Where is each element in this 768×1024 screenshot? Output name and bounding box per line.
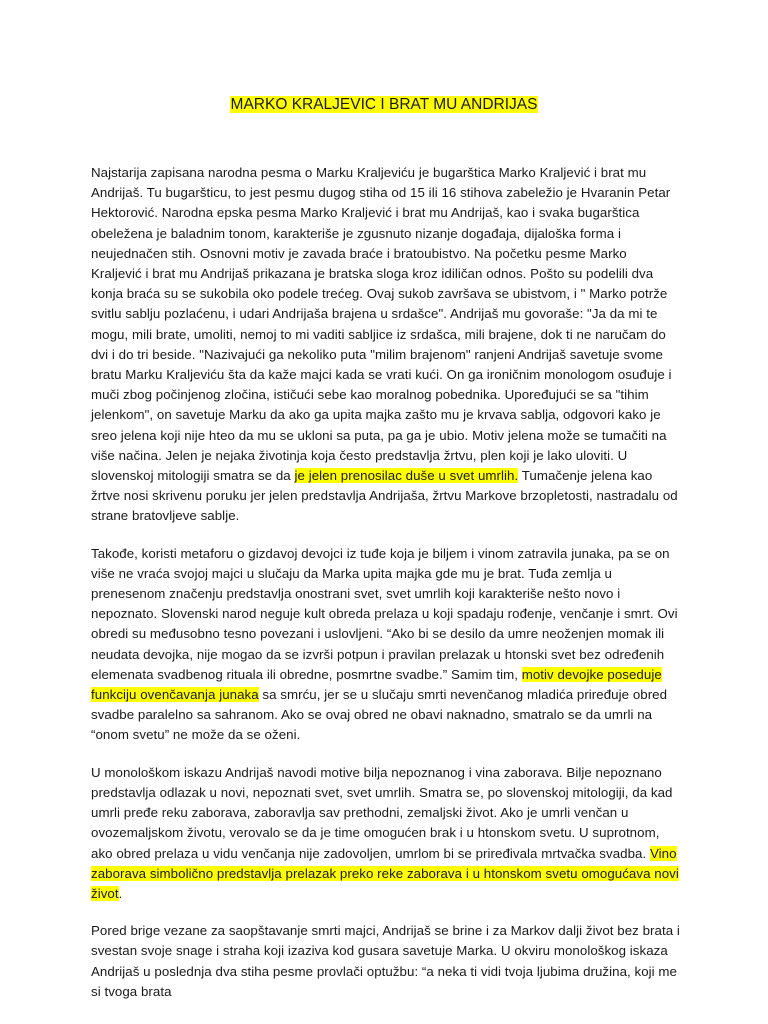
text-run: .	[118, 885, 123, 901]
paragraph-4	[91, 921, 681, 1002]
highlighted-text: je jelen prenosilac duše u svet umrlih.	[294, 468, 519, 484]
paragraph-2	[91, 544, 681, 746]
paragraph-3	[91, 763, 681, 904]
paragraph-1	[91, 163, 681, 527]
text-run: Takođe, koristi metaforu o gizdavoj devojci iz tuđe koja je biljem i vinom zatravila junaka, pa se on više ne vraća svojoj majci u slučaju da Marka upita majka gde mu je brat. Tuđa zemlja u prenesenom značenju predstavlja onostrani svet, svet umrlih koji karakteriše nešto novo i nepoznato. Slovenski narod neguje kult obreda prelaza u koji spadaju rođenje, venčanje i smrt. Ovi obredi su međusobno tesno povezani i uslovljeni. “Ako bi se desilo da umre neoženjen momak ili neudata devojka, nije mogao da se izvrši potpun i pravilan prelazak u htonski svet bez određenih elemenata svadbenog rituala ili obredne, posmrtne svadbe.” Samim tim,	[91, 545, 678, 682]
text-run: Pored brige vezane za saopštavanje smrti majci, Andrijaš se brine i za Markov dalji život bez brata i svestan svoje snage i straha koji izaziva kod gusara savetuje Marka. U okviru monološkog iskaza Andrijaš u poslednja dva stiha pesme provlači optužbu: “a neka ti vidi tvoja ljubima družina, koji me si tvoga brata	[91, 923, 680, 999]
document-body	[91, 163, 681, 1019]
text-run: Tumačenje jelena kao žrtve nosi skrivenu poruku jer jelen predstavlja Andrijaša, žrtvu Markove brzopletosti, nastradalu od strane bratovljeve sablje.	[91, 468, 678, 524]
title-row	[0, 94, 768, 116]
highlighted-text: Vino zaborava simbolično predstavlja prelazak preko reke zaborava i u htonskom svetu omogućava novi život	[91, 845, 679, 901]
text-run: U monološkom iskazu Andrijaš navodi motive bilja nepoznanog i vina zaborava. Bilje nepoznano predstavlja odlazak u novi, nepoznati svet, svet umrlih. Smatra se, po slovenskoj mitologiji, da kad umrli pređe reku zaborava, zaboravlja sav prethodni, zemaljski život. Ako je umrli venčan u ovozemaljskom životu, verovalo se da je time omogućen brak i u htonskom svetu. U suprotnom, ako obred prelaza u vidu venčanja nije zadovoljen, umrlom bi se priređivala mrtvačka svadba.	[91, 764, 673, 861]
text-run: Najstarija zapisana narodna pesma o Marku Kraljeviću je bugarštica Marko Kraljević i brat mu Andrijaš. Tu bugaršticu, to jest pesmu dugog stiha od 15 ili 16 stihova zabeležio je Hvaranin Petar Hektorović. Narodna epska pesma Marko Kraljević i brat mu Andrijaš, kao i svaka bugarštica obeležena je baladnim tonom, karakteriše je zgusnuto nizanje događaja, dijaloška forma i neujednačen stih. Osnovni motiv je zavada braće i bratoubistvo. Na početku pesme Marko Kraljević i brat mu Andrijaš prikazana je bratska sloga kroz idiličan odnos. Pošto su podelili dva konja braća su se sukobila oko podele trećeg. Ovaj sukob završava se ubistvom, i " Marko potrže svitlu sablju pozlaćenu, i udari Andrijaša brajena u srdašce". Andrijaš mu govoraše: "Ja da mi te mogu, mili brate, umoliti, nemoj to mi vaditi sabljice iz srdašca, mili brajene, dok ti ne naručam do dvi i do tri beside. "Nazivajući ga nekoliko puta "milim brajenom" ranjeni Andrijaš savetuje svome bratu Marku Kraljeviću šta da kaže majci kada se vrati kući. On ga ironičnim monologom osuđuje i muči zbog počinjenog zločina, ističući sebe kao moralnog pobednika. Upoređujući se sa "tihim jelenkom", on savetuje Marku da ako ga upita majka zašto mu je krvava sablja, odgovori kako je sreo jelena koji nije hteo da mu se ukloni sa puta, pa ga je ubio. Motiv jelena može se tumačiti na više načina. Jelen je nejaka životinja koja često predstavlja žrtvu, plen koji je lako uloviti. U slovenskoj mitologiji smatra se da	[91, 165, 672, 484]
document-title: MARKO KRALJEVIC I BRAT MU ANDRIJAS	[230, 96, 538, 113]
highlighted-text: motiv devojke poseduje funkciju ovenčavanja junaka	[91, 666, 662, 703]
text-run: sa smrću, jer se u slučaju smrti nevenčanog mladića priređuje obred svadbe paralelno sa sahranom. Ako se ovaj obred ne obavi naknadno, smatralo se da umrli na “onom svetu” ne može da se oženi.	[91, 687, 668, 743]
